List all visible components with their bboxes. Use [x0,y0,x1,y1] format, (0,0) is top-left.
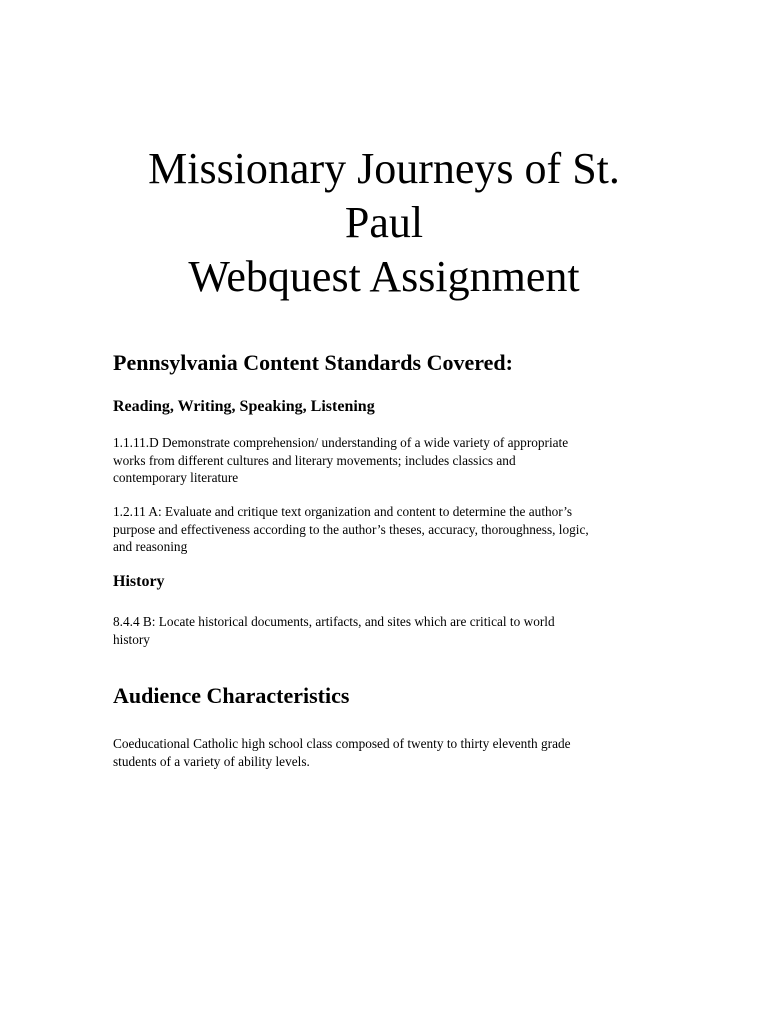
title-line: Missionary Journeys of St. [148,144,620,193]
standards-heading: Pennsylvania Content Standards Covered: [113,350,513,375]
paragraph-line: works from different cultures and literary movements; includes classics and [113,452,516,468]
standard-1-2-11-a [113,503,673,556]
document-title [0,142,768,304]
paragraph-line: and reasoning [113,539,188,554]
paragraph-line: purpose and effectiveness according to the author’s theses, accuracy, thoroughness, logic, [113,521,589,537]
paragraph-line: Coeducational Catholic high school class composed of twenty to thirty eleventh grade [113,736,571,751]
title-line: Paul [344,198,424,247]
paragraph-line: contemporary literature [113,470,239,485]
audience-text [113,735,673,770]
audience-heading: Audience Characteristics [113,683,350,708]
standard-1-1-11-d [113,434,673,487]
paragraph-line: students of a variety of ability levels. [113,753,310,769]
paragraph-line: history [113,631,150,647]
paragraph-line: 1.1.11.D Demonstrate comprehension/ understanding of a wide variety of appropriate [113,435,569,450]
title-line: Webquest Assignment [188,252,580,301]
paragraph-line: 8.4.4 B: Locate historical documents, artifacts, and sites which are critical to world [113,614,555,629]
history-heading: History [113,573,165,590]
rwsl-heading: Reading, Writing, Speaking, Listening [113,398,375,415]
paragraph-line: 1.2.11 A: Evaluate and critique text organization and content to determine the author’s [113,504,573,519]
standard-8-4-4-b [113,613,673,648]
